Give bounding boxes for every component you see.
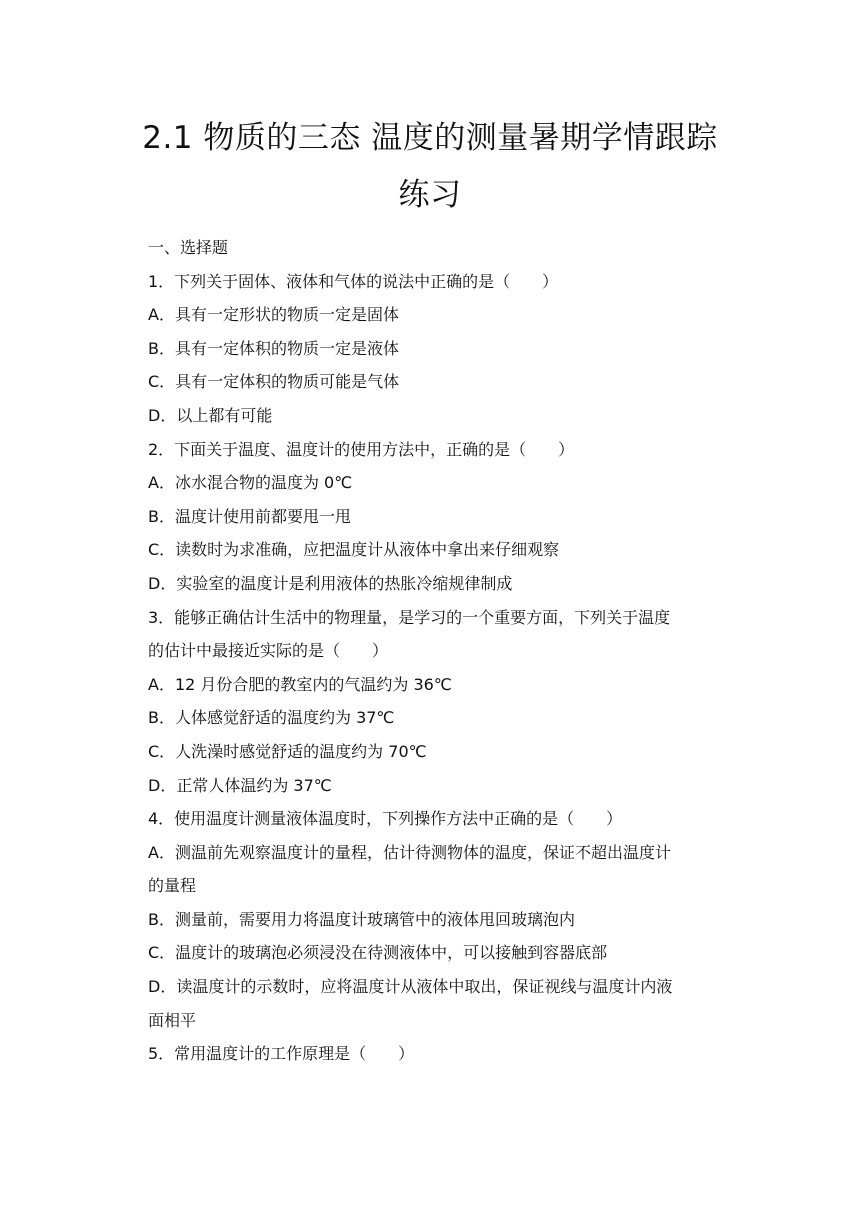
question-1-option-b: B．具有一定体积的物质一定是液体 — [148, 338, 399, 358]
question-4-option-c: C．温度计的玻璃泡必须浸没在待测液体中，可以接触到容器底部 — [148, 943, 608, 963]
question-3-option-d: D．正常人体温约为 37℃ — [148, 775, 332, 795]
question-3-stem-line-1: 3．能够正确估计生活中的物理量，是学习的一个重要方面，下列关于温度 — [148, 607, 671, 627]
question-2-stem: 2．下面关于温度、温度计的使用方法中，正确的是（ ） — [148, 439, 575, 459]
question-1-option-c: C．具有一定体积的物质可能是气体 — [148, 372, 400, 392]
document-title-line-2: 练习 — [398, 177, 462, 213]
question-4-stem: 4．使用温度计测量液体温度时，下列操作方法中正确的是（ ） — [148, 809, 623, 829]
question-list — [148, 231, 720, 1071]
section-heading: 一、选择题 — [148, 238, 229, 257]
question-3-option-c: C．人洗澡时感觉舒适的温度约为 70℃ — [148, 741, 427, 761]
question-1-option-d: D．以上都有可能 — [148, 405, 273, 425]
question-2-option-b: B．温度计使用前都要甩一甩 — [148, 506, 351, 526]
question-4-option-a-line-1: A．测温前先观察温度计的量程，估计待测物体的温度，保证不超出温度计 — [148, 842, 671, 862]
question-5-stem: 5．常用温度计的工作原理是（ ） — [148, 1044, 415, 1064]
question-3-stem-line-2: 的估计中最接近实际的是（ ） — [148, 641, 389, 661]
question-1-stem: 1．下列关于固体、液体和气体的说法中正确的是（ ） — [148, 271, 559, 291]
question-4-option-d-line-1: D．读温度计的示数时，应将温度计从液体中取出，保证视线与温度计内液 — [148, 977, 673, 997]
question-4-option-a-line-2: 的量程 — [148, 876, 197, 896]
question-2-option-c: C．读数时为求准确，应把温度计从液体中拿出来仔细观察 — [148, 540, 560, 560]
question-4-option-d-line-2: 面相平 — [148, 1010, 197, 1030]
question-4-option-b: B．测量前，需要用力将温度计玻璃管中的液体甩回玻璃泡内 — [148, 909, 575, 929]
question-3-option-b: B．人体感觉舒适的温度约为 37℃ — [148, 708, 395, 728]
question-2-option-d: D．实验室的温度计是利用液体的热胀冷缩规律制成 — [148, 573, 513, 593]
question-1-option-a: A．具有一定形状的物质一定是固体 — [148, 305, 399, 325]
question-3-option-a: A．12 月份合肥的教室内的气温约为 36℃ — [148, 674, 452, 694]
question-2-option-a: A．冰水混合物的温度为 0℃ — [148, 473, 353, 493]
document-title-line-1: 2.1 物质的三态 温度的测量暑期学情跟踪 — [142, 120, 718, 156]
